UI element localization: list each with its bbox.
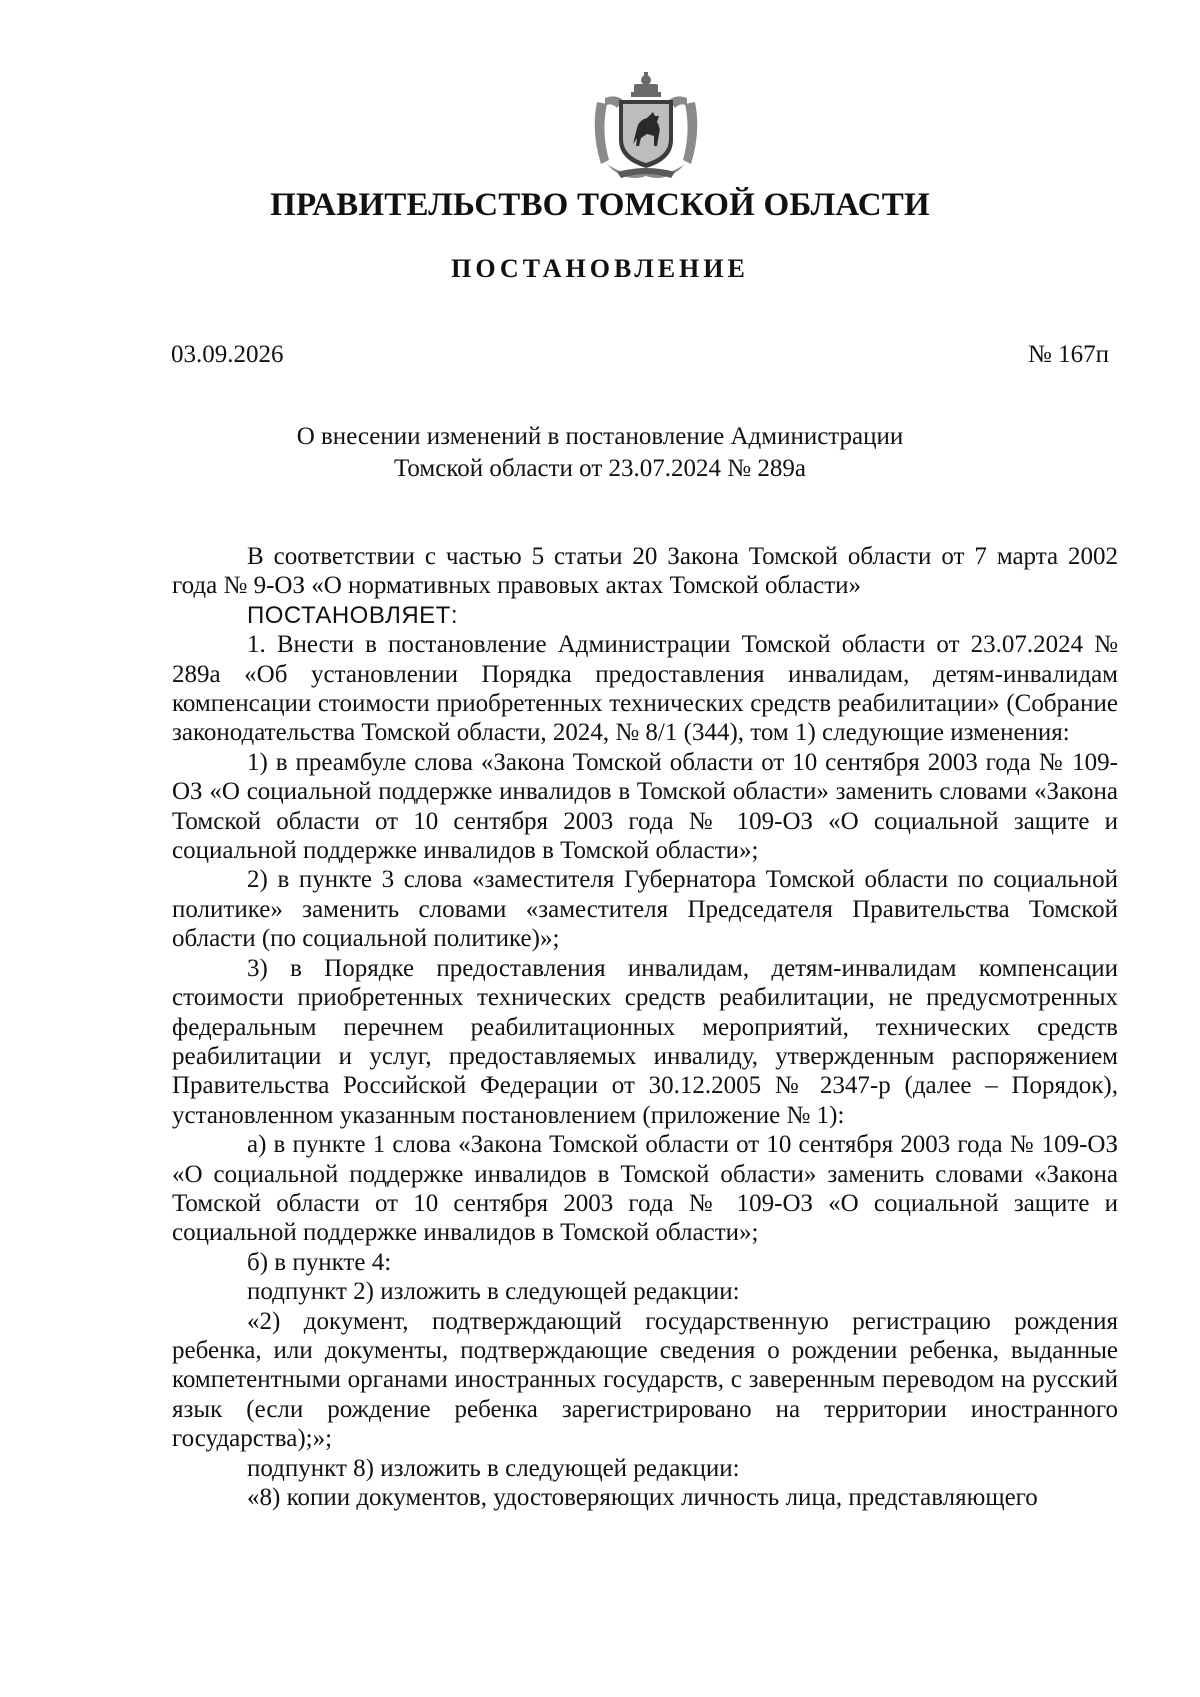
subitem-8-text: «8) копии документов, удостоверяющих личность лица, представляющего bbox=[247, 1484, 1038, 1511]
subject-line: Томской области от 23.07.2024 № 289а bbox=[394, 455, 806, 482]
decree-word: ПОСТАНОВЛЯЕТ: bbox=[247, 601, 458, 629]
subitem-2-heading: подпункт 2) изложить в следующей редакции: bbox=[247, 1278, 740, 1306]
document-date: 03.09.2026 bbox=[171, 341, 284, 368]
document-body bbox=[172, 542, 1118, 1512]
preamble-paragraph: В соответствии с частью 5 статьи 20 Закона Томской области от 7 марта 2002 года № 9-ОЗ «О нормативных правовых актах Томской области» bbox=[172, 543, 1118, 600]
subitem-8-heading: подпункт 8) изложить в следующей редакции: bbox=[247, 1454, 740, 1482]
item-1-1-paragraph: 1) в преамбуле слова «Закона Томской области от 10 сентября 2003 года № 109-ОЗ «О социальной поддержке инвалидов в Томской области» заменить словами «Закона Томской области от 10 сентября 2003 года № 109-ОЗ «О социальной защите и социальной поддержке инвалидов в Томской области»; bbox=[172, 748, 1118, 865]
subject-line: О внесении изменений в постановление Администрации bbox=[296, 423, 904, 450]
document-type: ПОСТАНОВЛЕНИЕ bbox=[451, 254, 749, 283]
item-b-paragraph: б) в пункте 4: bbox=[247, 1248, 392, 1276]
item-1-3-paragraph: 3) в Порядке предоставления инвалидам, детям-инвалидам компенсации стоимости приобретенных технических средств реабилитации, не предусмотренных федеральным перечнем реабилитационных мероприятий, технических средств реабилитации и услуг, предоставляемых инвалиду, утвержденным распоряжением Правительства Российской Федерации от 30.12.2005 № 2347-р (далее – Порядок), установленном указанным постановлением (приложение № 1): bbox=[172, 954, 1118, 1129]
document-number: № 167п bbox=[1028, 341, 1109, 368]
item-1-paragraph: 1. Внести в постановление Администрации Томской области от 23.07.2024 № 289а «Об установлении Порядка предоставления инвалидам, детям-инвалидам компенсации стоимости приобретенных технических средств реабилитации» (Собрание законодательства Томской области, 2024, № 8/1 (344), том 1) следующие изменения: bbox=[172, 631, 1118, 747]
document-subject bbox=[0, 421, 1200, 485]
item-1-2-paragraph: 2) в пункте 3 слова «заместителя Губернатора Томской области по социальной политике» заменить словами «заместителя Председателя Правительства Томской области (по социальной политике)»; bbox=[172, 866, 1118, 953]
tomsk-oblast-coat-of-arms-icon bbox=[587, 72, 705, 182]
subitem-2-text: «2) документ, подтверждающий государственную регистрацию рождения ребенка, или документы, подтверждающие сведения о рождении ребенка, выданные компетентными органами иностранных государств, с заверенным переводом на русский язык (если рождение ребенка зарегистрировано на территории иностранного государства);»; bbox=[172, 1307, 1118, 1453]
government-title: ПРАВИТЕЛЬСТВО ТОМСКОЙ ОБЛАСТИ bbox=[270, 187, 930, 223]
item-a-paragraph: а) в пункте 1 слова «Закона Томской области от 10 сентября 2003 года № 109-ОЗ «О социальной поддержке инвалидов в Томской области» заменить словами «Закона Томской области от 10 сентября 2003 года № 109-ОЗ «О социальной защите и социальной поддержке инвалидов в Томской области»; bbox=[172, 1131, 1118, 1247]
